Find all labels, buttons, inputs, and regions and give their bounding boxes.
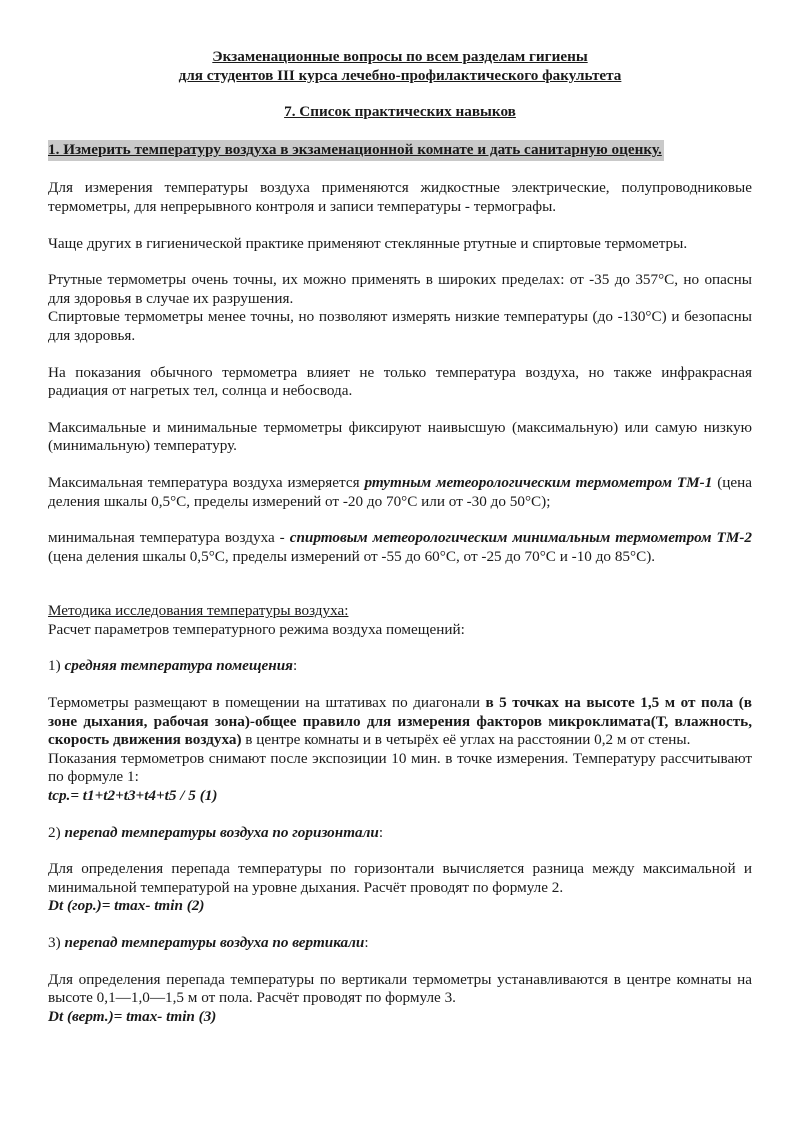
item2-title-text: перепад температуры воздуха по горизонтали [64,823,379,841]
p6-suffix: (цена деления шкалы 0,5°С, пределы измерений от -20 до 70°С или от -30 до 50°С); [48,473,752,510]
intro-paragraph-1: Для измерения температуры воздуха применяются жидкостные электрические, полупроводниковые термометры, для непрерывного контроля и записи температуры - термографы. [48,179,752,215]
intro-paragraph-6 [48,474,752,511]
item1-colon: : [292,657,298,675]
formula-1: tср.= t1+t2+t3+t4+t5 / 5 (1) [48,787,218,805]
method-item-3-title [48,934,752,953]
item3-colon: : [364,934,369,951]
method-subheading: Расчет параметров температурного режима воздуха помещений: [48,620,465,638]
method-heading: Методика исследования температуры воздуха: [48,602,349,620]
formula-3: Dt (верт.)= tmax- tmin (3) [48,1007,217,1025]
item3-title-text: перепад температуры воздуха по вертикали [64,934,365,951]
intro-paragraph-4: На показания обычного термометра влияет не только температура воздуха, но также инфракрасная радиация от нагретых тел, солнца и небосвода. [48,363,752,400]
question-title: 1. Измерить температуру воздуха в экзаменационной комнате и дать санитарную оценку. [48,140,664,162]
section-title: 7. Список практических навыков [284,103,516,121]
method-item-1-paragraph [48,694,752,750]
p7-bold: спиртовым метеорологическим минимальным термометром ТМ-2 [289,529,752,547]
method-item-1-title [48,657,752,676]
intro-paragraph-5: Максимальные и минимальные термометры фиксируют наивысшую (максимальную) или самую низкую (минимальную) температуру. [48,418,752,455]
doc-title-line2: для студентов III курса лечебно-профилактического факультета [178,66,622,84]
p7-prefix: минимальная температура воздуха - [48,529,290,547]
method-item-2-title [48,824,752,843]
method-item-2-paragraph: Для определения перепада температуры по горизонтали вычисляется разница между максимальной и минимальной температурой на уровне дыхания. Расчёт проводят по формуле 2. [48,860,752,896]
method-item-1-paragraph-2: Показания термометров снимают после экспозиции 10 мин. в точке измерения. Температуру рассчитывают по формуле 1: [48,749,752,786]
intro-paragraph-7 [48,529,752,566]
formula-2: Dt (гор.)= tmax- tmin (2) [48,897,205,915]
intro-paragraph-2: Чаще других в гигиенической практике применяют стеклянные ртутные и спиртовые термометры. [48,234,688,252]
p6-bold: ртутным метеорологическим термометром ТМ-1 [364,473,713,491]
item2-number: 2) [48,823,65,841]
p6-prefix: Максимальная температура воздуха измеряется [48,473,365,491]
method-item-3-paragraph: Для определения перепада температуры по вертикали термометры устанавливаются в центре комнаты на высоте 0,1—1,0—1,5 м от пола. Расчёт проводят по формуле 3. [48,970,752,1007]
intro-paragraph-3b: Спиртовые термометры менее точны, но позволяют измерять низкие температуры (до -130°С) и безопасны для здоровья. [48,308,752,344]
question-title-row [48,140,752,162]
item1-p-suffix: в центре комнаты и в четырёх её углах на расстоянии 0,2 м от стены. [241,731,691,749]
intro-paragraph-3a: Ртутные термометры очень точны, их можно применять в широких пределах: от -35 до 357°С, но опасны для здоровья в случае их разрушения. [48,271,752,307]
item1-p-bold: в 5 точках на высоте 1,5 м от пола (в зоне дыхания, рабочая зона)-общее правило для измерения факторов микроклимата(Т, влажность, скорость движения воздуха) [48,694,752,749]
item1-title-text: средняя температура помещения [64,657,293,675]
p7-suffix: (цена деления шкалы 0,5°С, пределы измерений от -55 до 60°С, от -25 до 70°С и -10 до 85°С). [48,547,656,565]
item1-number: 1) [48,657,65,675]
item1-p-prefix: Термометры размещают в помещении на штативах по диагонали [48,694,486,712]
doc-title-line1: Экзаменационные вопросы по всем разделам гигиены [212,48,588,65]
item2-colon: : [378,823,384,841]
item3-number: 3) [48,934,65,951]
